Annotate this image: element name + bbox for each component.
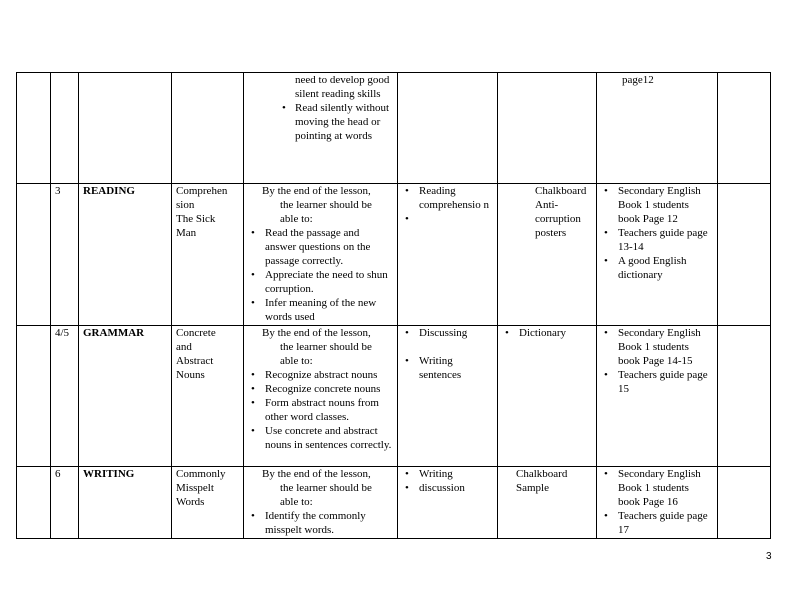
cell	[718, 184, 771, 326]
topic-line: Concrete	[176, 327, 216, 339]
topic-line: and	[176, 341, 192, 353]
activity-item: • discussion	[402, 481, 493, 495]
topic-cell	[172, 326, 244, 467]
topic-line: Misspelt	[176, 482, 214, 494]
objectives-intro: the learner should be	[280, 199, 372, 211]
strand-cell: GRAMMAR	[79, 326, 172, 467]
objective-item: • Appreciate the need to shun corruption.	[248, 268, 393, 296]
objective-item: • Identify the commonly misspelt words.	[248, 509, 393, 537]
reference-item: • Teachers guide page 15	[601, 368, 713, 396]
objective-item: • Form abstract nouns from other word classes.	[248, 396, 393, 424]
cell	[79, 73, 172, 184]
strand-cell: WRITING	[79, 467, 172, 539]
references-cell	[597, 467, 718, 539]
table-row	[17, 184, 771, 326]
cell	[498, 73, 597, 184]
resources-cell	[498, 184, 597, 326]
topic-line: sion	[176, 199, 195, 211]
objectives-intro: able to:	[280, 496, 313, 508]
table-row	[17, 467, 771, 539]
references-cell	[597, 184, 718, 326]
topic-line: Commonly	[176, 468, 226, 480]
strand-cell: READING	[79, 184, 172, 326]
objective-item: • Recognize concrete nouns	[248, 382, 393, 396]
objective-item: • Infer meaning of the new words used	[248, 296, 393, 324]
reference-item: • Secondary English Book 1 students book Page 16	[601, 467, 713, 509]
objectives-intro: By the end of the lesson,	[262, 327, 371, 339]
table-row	[17, 73, 771, 184]
cell	[718, 73, 771, 184]
resource-line: Anti-	[535, 199, 559, 211]
topic-line: Abstract	[176, 355, 214, 367]
objectives-intro: By the end of the lesson,	[262, 468, 371, 480]
cell	[51, 73, 79, 184]
cell	[17, 326, 51, 467]
objectives-intro: the learner should be	[280, 482, 372, 494]
topic-cell	[172, 184, 244, 326]
reference-item: • A good English dictionary	[601, 254, 713, 282]
objectives-cell	[244, 467, 398, 539]
scheme-of-work-table	[16, 72, 771, 539]
topic-line: Comprehen	[176, 185, 228, 197]
topic-line: Nouns	[176, 369, 205, 381]
week-cell: 6	[51, 467, 79, 539]
activities-cell	[398, 184, 498, 326]
resources-cell	[498, 326, 597, 467]
objectives-cell	[244, 184, 398, 326]
cell	[17, 467, 51, 539]
objective-continued: need to develop good silent reading skills	[295, 74, 390, 100]
objectives-intro: able to:	[280, 213, 313, 225]
activity-item: • Writing sentences	[402, 354, 493, 382]
week-cell: 3	[51, 184, 79, 326]
resource-line: Chalkboard	[535, 185, 587, 197]
reference-item: • Teachers guide page 17	[601, 509, 713, 537]
topic-line: Words	[176, 496, 205, 508]
activity-item: • Reading comprehensio n	[402, 184, 493, 212]
activities-cell	[398, 326, 498, 467]
objectives-cell	[244, 73, 398, 184]
objectives-intro: By the end of the lesson,	[262, 185, 371, 197]
resource-line: corruption	[535, 213, 581, 225]
cell	[398, 73, 498, 184]
references-cell	[597, 326, 718, 467]
page-number: 3	[766, 551, 772, 562]
references-cell: page12	[597, 73, 718, 184]
resource-line: Chalkboard	[516, 468, 568, 480]
resource-line: posters	[535, 227, 567, 239]
resource-item: • Dictionary	[502, 326, 592, 340]
topic-line: Man	[176, 227, 197, 239]
topic-cell	[172, 467, 244, 539]
cell	[17, 73, 51, 184]
activity-item: • Writing	[402, 467, 493, 481]
activity-item: • Discussing	[402, 326, 493, 340]
cell	[718, 326, 771, 467]
cell	[17, 184, 51, 326]
objective-item: • Recognize abstract nouns	[248, 368, 393, 382]
reference-item: • Secondary English Book 1 students book Page 14-15	[601, 326, 713, 368]
cell	[172, 73, 244, 184]
cell	[718, 467, 771, 539]
topic-line: The Sick	[176, 213, 216, 225]
objective-item: • Use concrete and abstract nouns in sentences correctly.	[248, 424, 393, 452]
objectives-intro: the learner should be	[280, 341, 372, 353]
resources-cell	[498, 467, 597, 539]
activities-cell	[398, 467, 498, 539]
objectives-intro: able to:	[280, 355, 313, 367]
objective-item: • Read silently without moving the head or pointing at words	[248, 101, 393, 143]
week-cell: 4/5	[51, 326, 79, 467]
objectives-cell	[244, 326, 398, 467]
resource-line: Sample	[516, 482, 549, 494]
table-row	[17, 326, 771, 467]
reference-item: • Secondary English Book 1 students book Page 12	[601, 184, 713, 226]
reference-item: • Teachers guide page 13-14	[601, 226, 713, 254]
objective-item: • Read the passage and answer questions on the passage correctly.	[248, 226, 393, 268]
